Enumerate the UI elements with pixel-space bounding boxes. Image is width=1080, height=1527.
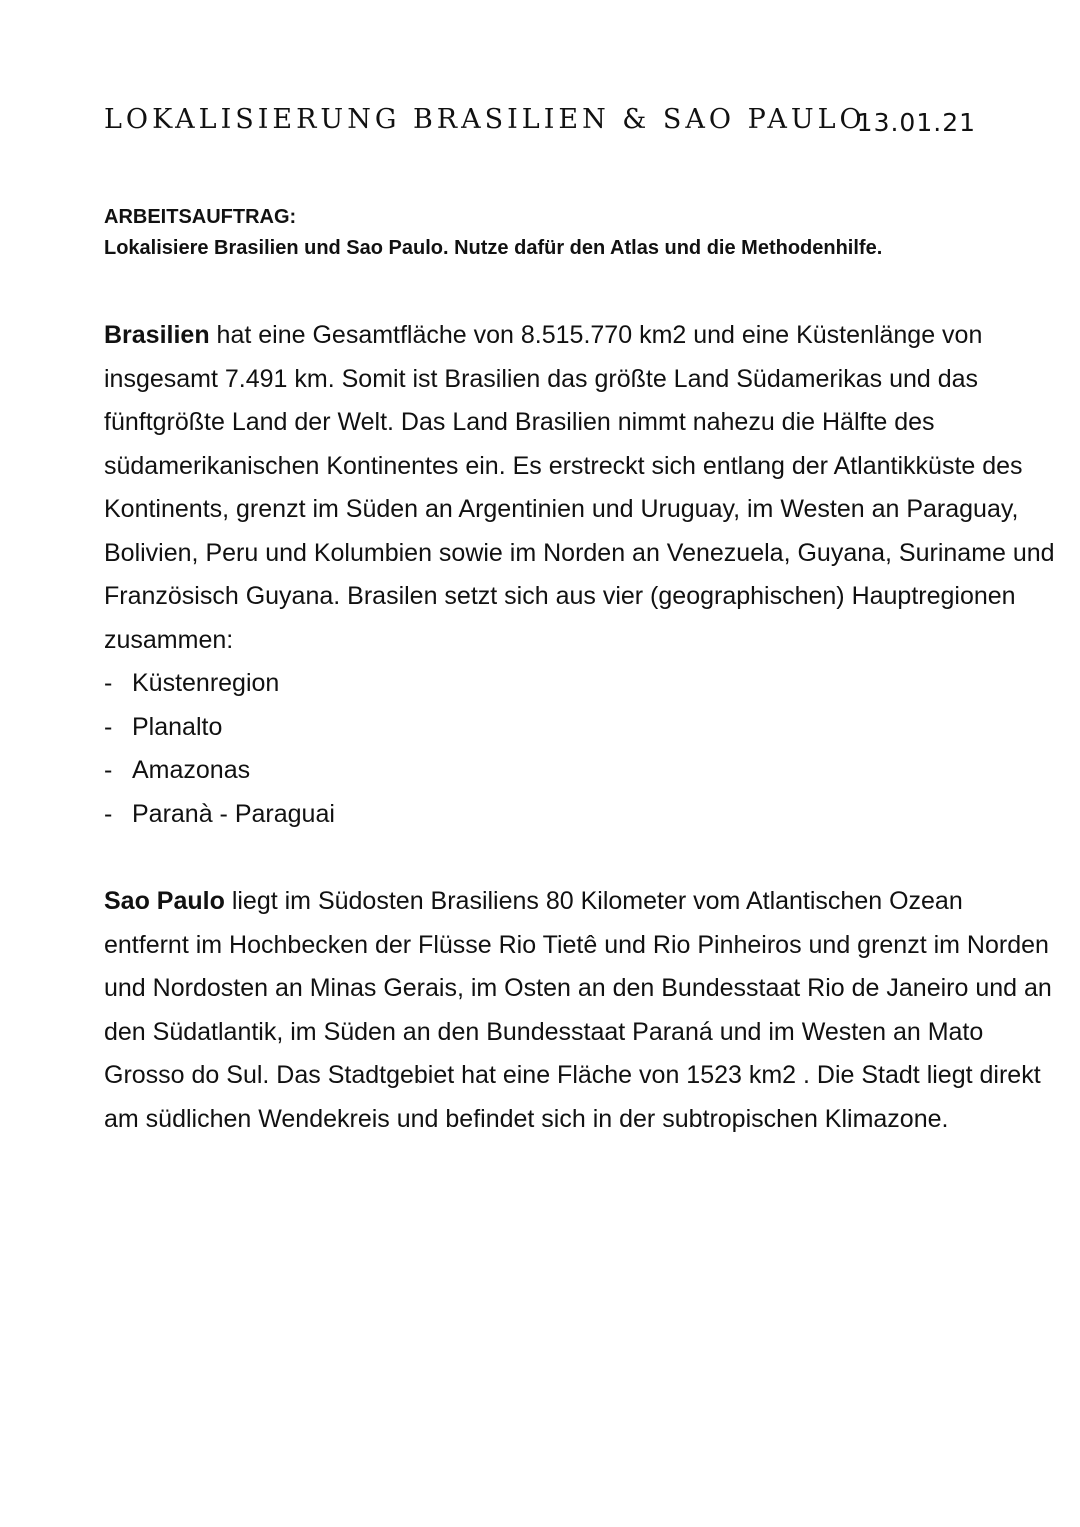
line-text: liegt im Südosten Brasiliens 80 Kilometer vom Atlantischen Ozean bbox=[224, 887, 963, 915]
regions-list bbox=[104, 662, 984, 836]
task-text: Lokalisiere Brasilien und Sao Paulo. Nutze dafür den Atlas und die Methodenhilfe. bbox=[104, 237, 883, 259]
list-item bbox=[104, 662, 984, 706]
region-label: Amazonas bbox=[132, 756, 251, 784]
page-title: LOKALISIERUNG BRASILIEN & SAO PAULO bbox=[104, 104, 866, 135]
paragraph-line: Grosso do Sul. Das Stadtgebiet hat eine Fläche von 1523 km2 . Die Stadt liegt direkt bbox=[104, 1061, 1041, 1089]
paragraph-line: und Nordosten an Minas Gerais, im Osten an den Bundesstaat Rio de Janeiro und an bbox=[104, 974, 1052, 1002]
paragraph-line: Kontinents, grenzt im Süden an Argentinien und Uruguay, im Westen an Paraguay, bbox=[104, 495, 1019, 523]
task-block bbox=[104, 202, 984, 264]
task-label: ARBEITSAUFTRAG: bbox=[104, 206, 297, 228]
paragraph-line: zusammen: bbox=[104, 625, 234, 654]
list-dash: - bbox=[104, 669, 113, 697]
paragraph-line bbox=[104, 314, 984, 358]
list-dash: - bbox=[104, 712, 113, 741]
paragraph-line: fünftgrößte Land der Welt. Das Land Brasilien nimmt nahezu die Hälfte des bbox=[104, 408, 935, 436]
date-label: 13.01.21 bbox=[856, 108, 976, 137]
region-label: Paranà - Paraguai bbox=[132, 799, 335, 828]
paragraph-line: insgesamt 7.491 km. Somit ist Brasilien das größte Land Südamerikas und das bbox=[104, 364, 979, 393]
list-dash: - bbox=[104, 756, 113, 784]
brasilien-paragraph bbox=[104, 314, 1055, 836]
paragraph-line: am südlichen Wendekreis und befindet sich in der subtropischen Klimazone. bbox=[104, 1104, 949, 1133]
line-text: hat eine Gesamtfläche von 8.515.770 km2 und eine Küstenlänge von bbox=[209, 321, 983, 349]
region-label: Küstenregion bbox=[132, 669, 280, 697]
paragraph-line: entfernt im Hochbecken der Flüsse Rio Tietê und Rio Pinheiros und grenzt im Norden bbox=[104, 930, 1049, 959]
term-brasilien: Brasilien bbox=[104, 321, 210, 349]
term-sao-paulo: Sao Paulo bbox=[104, 887, 225, 915]
region-label: Planalto bbox=[132, 712, 223, 741]
paragraph-line: südamerikanischen Kontinentes ein. Es erstreckt sich entlang der Atlantikküste des bbox=[104, 451, 1023, 480]
list-item bbox=[104, 749, 984, 793]
paragraph-line: Bolivien, Peru und Kolumbien sowie im Norden an Venezuela, Guyana, Suriname und bbox=[104, 538, 1055, 567]
list-item bbox=[104, 793, 984, 837]
list-item bbox=[104, 706, 984, 750]
paragraph-line: Französisch Guyana. Brasilen setzt sich aus vier (geographischen) Hauptregionen bbox=[104, 582, 1016, 610]
list-dash: - bbox=[104, 799, 113, 828]
saopaulo-paragraph bbox=[104, 880, 1052, 1141]
paragraph-line: den Südatlantik, im Süden an den Bundesstaat Paraná und im Westen an Mato bbox=[104, 1017, 984, 1046]
header bbox=[104, 104, 976, 144]
paragraph-line bbox=[104, 880, 984, 924]
